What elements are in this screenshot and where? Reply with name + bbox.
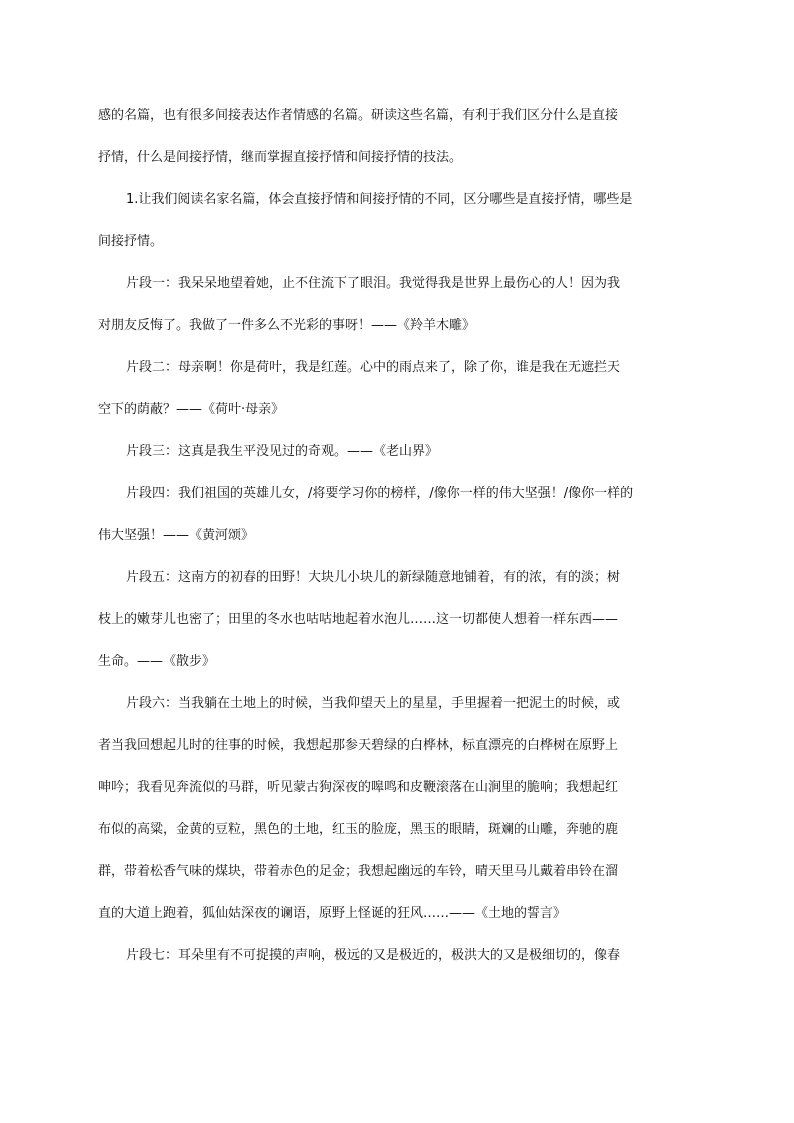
text-line: 伟大坚强！——《黄河颂》 <box>98 528 255 543</box>
text-line: 片段六：当我躺在土地上的时候，当我仰望天上的星星，手里握着一把泥土的时候，或 <box>126 696 621 711</box>
text-line: 生命。——《散步》 <box>98 654 216 669</box>
text-line: 感的名篇，也有很多间接表达作者情感的名篇。研读这些名篇，有利于我们区分什么是直接 <box>98 108 619 123</box>
text-line: 片段五：这南方的初春的田野！大块儿小块儿的新绿随意地铺着，有的浓，有的淡；树 <box>126 570 621 585</box>
text-line: 片段七：耳朵里有不可捉摸的声响，极远的又是极近的，极洪大的又是极细切的，像春 <box>126 948 621 963</box>
text-line: 者当我回想起儿时的往事的时候，我想起那参天碧绿的白桦林，标直漂亮的白桦树在原野上 <box>98 738 619 753</box>
text-line: 直的大道上跑着，狐仙姑深夜的谰语，原野上怪诞的狂风……——《土地的誓言》 <box>98 906 567 921</box>
text-line: 片段三：这真是我生平没见过的奇观。——《老山界》 <box>126 444 439 459</box>
text-line: 布似的高粱，金黄的豆粒，黑色的土地，红玉的脸庞，黑玉的眼睛，斑斓的山雕，奔驰的鹿 <box>98 822 619 837</box>
text-line: 抒情，什么是间接抒情，继而掌握直接抒情和间接抒情的技法。 <box>98 150 463 165</box>
text-line: 片段二：母亲啊！你是荷叶，我是红莲。心中的雨点来了，除了你，谁是我在无遮拦天 <box>126 360 621 375</box>
text-line: 1.让我们阅读名家名篇，体会直接抒情和间接抒情的不同，区分哪些是直接抒情，哪些是 <box>126 192 633 207</box>
text-line: 片段四：我们祖国的英雄儿女，/将要学习你的榜样，/像你一样的伟大坚强！/像你一样的 <box>126 486 634 501</box>
text-line: 呻吟；我看见奔流似的马群，听见蒙古狗深夜的嗥鸣和皮鞭滚落在山涧里的脆响；我想起红 <box>98 780 619 795</box>
text-line: 空下的荫蔽？——《荷叶·母亲》 <box>98 402 285 417</box>
text-line: 群，带着松香气味的煤块，带着赤色的足金；我想起幽远的车铃，晴天里马儿戴着串铃在溜 <box>98 864 619 879</box>
text-line: 对朋友反悔了。我做了一件多么不光彩的事呀！——《羚羊木雕》 <box>98 318 476 333</box>
text-line: 枝上的嫩芽儿也密了；田里的冬水也咕咕地起着水泡儿……这一切都使人想着一样东西—— <box>98 612 619 627</box>
text-line: 片段一：我呆呆地望着她，止不住流下了眼泪。我觉得我是世界上最伤心的人！因为我 <box>126 276 621 291</box>
text-line: 间接抒情。 <box>98 234 164 249</box>
